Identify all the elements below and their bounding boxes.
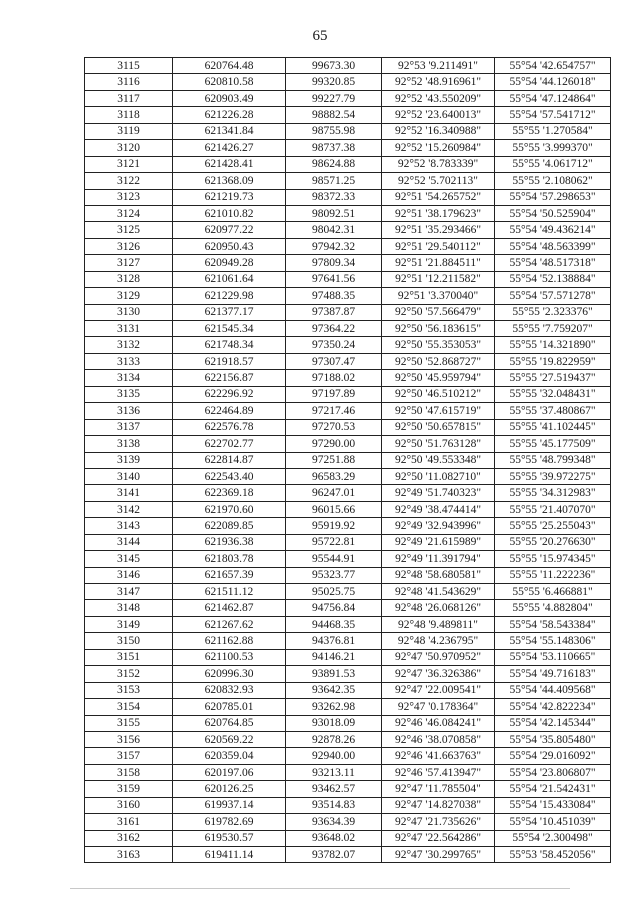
table-row bbox=[85, 715, 611, 731]
table-row bbox=[85, 304, 611, 320]
bottom-rule bbox=[70, 888, 570, 889]
x-coordinate-cell: 619782.69 bbox=[173, 814, 286, 830]
y-coordinate-cell: 97217.46 bbox=[286, 403, 382, 419]
longitude-cell: 92°51 '54.265752" bbox=[382, 189, 495, 205]
point-number-cell: 3132 bbox=[85, 337, 173, 353]
longitude-cell: 92°50 '52.868727" bbox=[382, 353, 495, 369]
latitude-cell: 55°55 '4.882804" bbox=[495, 600, 611, 616]
latitude-cell: 55°55 '19.822959" bbox=[495, 353, 611, 369]
y-coordinate-cell: 97641.56 bbox=[286, 271, 382, 287]
point-number-cell: 3144 bbox=[85, 534, 173, 550]
table-row bbox=[85, 649, 611, 665]
longitude-cell: 92°49 '32.943996" bbox=[382, 518, 495, 534]
x-coordinate-cell: 622702.77 bbox=[173, 436, 286, 452]
table-row bbox=[85, 452, 611, 468]
longitude-cell: 92°52 '43.550209" bbox=[382, 90, 495, 106]
latitude-cell: 55°55 '34.312983" bbox=[495, 485, 611, 501]
longitude-cell: 92°50 '56.183615" bbox=[382, 321, 495, 337]
point-number-cell: 3123 bbox=[85, 189, 173, 205]
y-coordinate-cell: 94756.84 bbox=[286, 600, 382, 616]
x-coordinate-cell: 620359.04 bbox=[173, 748, 286, 764]
table-row bbox=[85, 58, 611, 74]
x-coordinate-cell: 621748.34 bbox=[173, 337, 286, 353]
x-coordinate-cell: 621462.87 bbox=[173, 600, 286, 616]
table-row bbox=[85, 666, 611, 682]
x-coordinate-cell: 621100.53 bbox=[173, 649, 286, 665]
x-coordinate-cell: 620832.93 bbox=[173, 682, 286, 698]
y-coordinate-cell: 97488.35 bbox=[286, 288, 382, 304]
x-coordinate-cell: 619411.14 bbox=[173, 847, 286, 863]
longitude-cell: 92°47 '21.735626" bbox=[382, 814, 495, 830]
x-coordinate-cell: 619530.57 bbox=[173, 830, 286, 846]
y-coordinate-cell: 94146.21 bbox=[286, 649, 382, 665]
latitude-cell: 55°54 '58.543384" bbox=[495, 616, 611, 632]
latitude-cell: 55°54 '42.654757" bbox=[495, 58, 611, 74]
x-coordinate-cell: 621918.57 bbox=[173, 353, 286, 369]
table-row bbox=[85, 370, 611, 386]
x-coordinate-cell: 622296.92 bbox=[173, 386, 286, 402]
latitude-cell: 55°55 '45.177509" bbox=[495, 436, 611, 452]
longitude-cell: 92°50 '50.657815" bbox=[382, 419, 495, 435]
point-number-cell: 3120 bbox=[85, 140, 173, 156]
x-coordinate-cell: 622576.78 bbox=[173, 419, 286, 435]
latitude-cell: 55°55 '20.276630" bbox=[495, 534, 611, 550]
table-row bbox=[85, 419, 611, 435]
x-coordinate-cell: 621970.60 bbox=[173, 501, 286, 517]
point-number-cell: 3140 bbox=[85, 468, 173, 484]
latitude-cell: 55°54 '48.563399" bbox=[495, 238, 611, 254]
x-coordinate-cell: 622543.40 bbox=[173, 468, 286, 484]
point-number-cell: 3154 bbox=[85, 699, 173, 715]
y-coordinate-cell: 98737.38 bbox=[286, 140, 382, 156]
x-coordinate-cell: 620996.30 bbox=[173, 666, 286, 682]
page-number: 65 bbox=[312, 28, 328, 44]
latitude-cell: 55°54 '49.716183" bbox=[495, 666, 611, 682]
point-number-cell: 3121 bbox=[85, 156, 173, 172]
longitude-cell: 92°47 '50.970952" bbox=[382, 649, 495, 665]
table-row bbox=[85, 781, 611, 797]
x-coordinate-cell: 621657.39 bbox=[173, 567, 286, 583]
table-row bbox=[85, 255, 611, 271]
table-row bbox=[85, 90, 611, 106]
point-number-cell: 3128 bbox=[85, 271, 173, 287]
longitude-cell: 92°52 '48.916961" bbox=[382, 74, 495, 90]
y-coordinate-cell: 95722.81 bbox=[286, 534, 382, 550]
y-coordinate-cell: 93262.98 bbox=[286, 699, 382, 715]
point-number-cell: 3131 bbox=[85, 321, 173, 337]
point-number-cell: 3116 bbox=[85, 74, 173, 90]
longitude-cell: 92°46 '46.084241" bbox=[382, 715, 495, 731]
table-row bbox=[85, 107, 611, 123]
latitude-cell: 55°54 '42.145344" bbox=[495, 715, 611, 731]
y-coordinate-cell: 97197.89 bbox=[286, 386, 382, 402]
y-coordinate-cell: 97387.87 bbox=[286, 304, 382, 320]
point-number-cell: 3156 bbox=[85, 731, 173, 747]
longitude-cell: 92°50 '47.615719" bbox=[382, 403, 495, 419]
table-row bbox=[85, 501, 611, 517]
y-coordinate-cell: 93018.09 bbox=[286, 715, 382, 731]
latitude-cell: 55°55 '7.759207" bbox=[495, 321, 611, 337]
longitude-cell: 92°46 '57.413947" bbox=[382, 764, 495, 780]
point-number-cell: 3159 bbox=[85, 781, 173, 797]
table-row bbox=[85, 584, 611, 600]
latitude-cell: 55°54 '49.436214" bbox=[495, 222, 611, 238]
latitude-cell: 55°55 '27.519437" bbox=[495, 370, 611, 386]
x-coordinate-cell: 621511.12 bbox=[173, 584, 286, 600]
point-number-cell: 3139 bbox=[85, 452, 173, 468]
latitude-cell: 55°55 '48.799348" bbox=[495, 452, 611, 468]
latitude-cell: 55°55 '21.407070" bbox=[495, 501, 611, 517]
latitude-cell: 55°55 '25.255043" bbox=[495, 518, 611, 534]
table-row bbox=[85, 748, 611, 764]
longitude-cell: 92°50 '49.553348" bbox=[382, 452, 495, 468]
y-coordinate-cell: 93891.53 bbox=[286, 666, 382, 682]
point-number-cell: 3136 bbox=[85, 403, 173, 419]
latitude-cell: 55°54 '10.451039" bbox=[495, 814, 611, 830]
y-coordinate-cell: 97270.53 bbox=[286, 419, 382, 435]
x-coordinate-cell: 621545.34 bbox=[173, 321, 286, 337]
point-number-cell: 3161 bbox=[85, 814, 173, 830]
point-number-cell: 3152 bbox=[85, 666, 173, 682]
y-coordinate-cell: 98372.33 bbox=[286, 189, 382, 205]
x-coordinate-cell: 620126.25 bbox=[173, 781, 286, 797]
point-number-cell: 3122 bbox=[85, 173, 173, 189]
table-row bbox=[85, 633, 611, 649]
latitude-cell: 55°54 '52.138884" bbox=[495, 271, 611, 287]
latitude-cell: 55°54 '2.300498" bbox=[495, 830, 611, 846]
y-coordinate-cell: 93514.83 bbox=[286, 797, 382, 813]
y-coordinate-cell: 97942.32 bbox=[286, 238, 382, 254]
table-row bbox=[85, 353, 611, 369]
latitude-cell: 55°54 '48.517318" bbox=[495, 255, 611, 271]
latitude-cell: 55°55 '6.466881" bbox=[495, 584, 611, 600]
longitude-cell: 92°49 '38.474414" bbox=[382, 501, 495, 517]
table-row bbox=[85, 205, 611, 221]
x-coordinate-cell: 620949.28 bbox=[173, 255, 286, 271]
latitude-cell: 55°54 '57.541712" bbox=[495, 107, 611, 123]
table-row bbox=[85, 386, 611, 402]
table-row bbox=[85, 123, 611, 139]
table-row bbox=[85, 140, 611, 156]
latitude-cell: 55°55 '15.974345" bbox=[495, 551, 611, 567]
table-row bbox=[85, 156, 611, 172]
latitude-cell: 55°54 '42.822234" bbox=[495, 699, 611, 715]
x-coordinate-cell: 621226.28 bbox=[173, 107, 286, 123]
latitude-cell: 55°55 '39.972275" bbox=[495, 468, 611, 484]
point-number-cell: 3127 bbox=[85, 255, 173, 271]
point-number-cell: 3130 bbox=[85, 304, 173, 320]
x-coordinate-cell: 620903.49 bbox=[173, 90, 286, 106]
latitude-cell: 55°55 '2.108062" bbox=[495, 173, 611, 189]
longitude-cell: 92°47 '22.009541" bbox=[382, 682, 495, 698]
longitude-cell: 92°46 '38.070858" bbox=[382, 731, 495, 747]
table-row bbox=[85, 847, 611, 863]
y-coordinate-cell: 95544.91 bbox=[286, 551, 382, 567]
x-coordinate-cell: 620950.43 bbox=[173, 238, 286, 254]
y-coordinate-cell: 96247.01 bbox=[286, 485, 382, 501]
point-number-cell: 3153 bbox=[85, 682, 173, 698]
y-coordinate-cell: 93782.07 bbox=[286, 847, 382, 863]
x-coordinate-cell: 621803.78 bbox=[173, 551, 286, 567]
longitude-cell: 92°49 '51.740323" bbox=[382, 485, 495, 501]
point-number-cell: 3134 bbox=[85, 370, 173, 386]
point-number-cell: 3141 bbox=[85, 485, 173, 501]
longitude-cell: 92°48 '58.680581" bbox=[382, 567, 495, 583]
point-number-cell: 3148 bbox=[85, 600, 173, 616]
point-number-cell: 3129 bbox=[85, 288, 173, 304]
latitude-cell: 55°55 '41.102445" bbox=[495, 419, 611, 435]
point-number-cell: 3147 bbox=[85, 584, 173, 600]
x-coordinate-cell: 621010.82 bbox=[173, 205, 286, 221]
x-coordinate-cell: 620810.58 bbox=[173, 74, 286, 90]
table-row bbox=[85, 830, 611, 846]
longitude-cell: 92°52 '8.783339" bbox=[382, 156, 495, 172]
y-coordinate-cell: 93634.39 bbox=[286, 814, 382, 830]
longitude-cell: 92°50 '45.959794" bbox=[382, 370, 495, 386]
y-coordinate-cell: 95919.92 bbox=[286, 518, 382, 534]
latitude-cell: 55°54 '44.409568" bbox=[495, 682, 611, 698]
point-number-cell: 3150 bbox=[85, 633, 173, 649]
latitude-cell: 55°55 '2.323376" bbox=[495, 304, 611, 320]
table-row bbox=[85, 436, 611, 452]
latitude-cell: 55°54 '57.571278" bbox=[495, 288, 611, 304]
table-row bbox=[85, 173, 611, 189]
point-number-cell: 3145 bbox=[85, 551, 173, 567]
longitude-cell: 92°47 '11.785504" bbox=[382, 781, 495, 797]
point-number-cell: 3115 bbox=[85, 58, 173, 74]
table-row bbox=[85, 551, 611, 567]
y-coordinate-cell: 97290.00 bbox=[286, 436, 382, 452]
y-coordinate-cell: 98882.54 bbox=[286, 107, 382, 123]
y-coordinate-cell: 93462.57 bbox=[286, 781, 382, 797]
longitude-cell: 92°52 '15.260984" bbox=[382, 140, 495, 156]
x-coordinate-cell: 621426.27 bbox=[173, 140, 286, 156]
longitude-cell: 92°48 '9.489811" bbox=[382, 616, 495, 632]
latitude-cell: 55°53 '58.452056" bbox=[495, 847, 611, 863]
x-coordinate-cell: 622464.89 bbox=[173, 403, 286, 419]
y-coordinate-cell: 98624.88 bbox=[286, 156, 382, 172]
longitude-cell: 92°47 '36.326386" bbox=[382, 666, 495, 682]
table-row bbox=[85, 403, 611, 419]
table-row bbox=[85, 337, 611, 353]
y-coordinate-cell: 95323.77 bbox=[286, 567, 382, 583]
longitude-cell: 92°50 '55.353053" bbox=[382, 337, 495, 353]
table-row bbox=[85, 189, 611, 205]
point-number-cell: 3160 bbox=[85, 797, 173, 813]
longitude-cell: 92°51 '12.211582" bbox=[382, 271, 495, 287]
y-coordinate-cell: 97188.02 bbox=[286, 370, 382, 386]
point-number-cell: 3117 bbox=[85, 90, 173, 106]
x-coordinate-cell: 622089.85 bbox=[173, 518, 286, 534]
table-row bbox=[85, 616, 611, 632]
y-coordinate-cell: 94468.35 bbox=[286, 616, 382, 632]
point-number-cell: 3119 bbox=[85, 123, 173, 139]
latitude-cell: 55°55 '37.480867" bbox=[495, 403, 611, 419]
y-coordinate-cell: 99673.30 bbox=[286, 58, 382, 74]
longitude-cell: 92°51 '35.293466" bbox=[382, 222, 495, 238]
x-coordinate-cell: 621368.09 bbox=[173, 173, 286, 189]
table-row bbox=[85, 222, 611, 238]
y-coordinate-cell: 92878.26 bbox=[286, 731, 382, 747]
x-coordinate-cell: 620197.06 bbox=[173, 764, 286, 780]
y-coordinate-cell: 96583.29 bbox=[286, 468, 382, 484]
latitude-cell: 55°55 '1.270584" bbox=[495, 123, 611, 139]
x-coordinate-cell: 622156.87 bbox=[173, 370, 286, 386]
x-coordinate-cell: 621341.84 bbox=[173, 123, 286, 139]
latitude-cell: 55°55 '4.061712" bbox=[495, 156, 611, 172]
point-number-cell: 3138 bbox=[85, 436, 173, 452]
latitude-cell: 55°54 '55.148306" bbox=[495, 633, 611, 649]
x-coordinate-cell: 621061.64 bbox=[173, 271, 286, 287]
longitude-cell: 92°47 '22.564286" bbox=[382, 830, 495, 846]
x-coordinate-cell: 621219.73 bbox=[173, 189, 286, 205]
point-number-cell: 3157 bbox=[85, 748, 173, 764]
latitude-cell: 55°54 '29.016092" bbox=[495, 748, 611, 764]
y-coordinate-cell: 98755.98 bbox=[286, 123, 382, 139]
longitude-cell: 92°50 '46.510212" bbox=[382, 386, 495, 402]
table-row bbox=[85, 271, 611, 287]
point-number-cell: 3118 bbox=[85, 107, 173, 123]
longitude-cell: 92°52 '16.340988" bbox=[382, 123, 495, 139]
longitude-cell: 92°47 '0.178364" bbox=[382, 699, 495, 715]
coordinates-table bbox=[84, 57, 611, 863]
longitude-cell: 92°46 '41.663763" bbox=[382, 748, 495, 764]
y-coordinate-cell: 97307.47 bbox=[286, 353, 382, 369]
table-row bbox=[85, 764, 611, 780]
table-row bbox=[85, 468, 611, 484]
latitude-cell: 55°54 '47.124864" bbox=[495, 90, 611, 106]
table-row bbox=[85, 682, 611, 698]
point-number-cell: 3142 bbox=[85, 501, 173, 517]
point-number-cell: 3158 bbox=[85, 764, 173, 780]
point-number-cell: 3162 bbox=[85, 830, 173, 846]
y-coordinate-cell: 93213.11 bbox=[286, 764, 382, 780]
table-row bbox=[85, 600, 611, 616]
longitude-cell: 92°53 '9.211491" bbox=[382, 58, 495, 74]
y-coordinate-cell: 97809.34 bbox=[286, 255, 382, 271]
point-number-cell: 3126 bbox=[85, 238, 173, 254]
table-row bbox=[85, 814, 611, 830]
x-coordinate-cell: 622814.87 bbox=[173, 452, 286, 468]
longitude-cell: 92°50 '11.082710" bbox=[382, 468, 495, 484]
latitude-cell: 55°55 '11.222236" bbox=[495, 567, 611, 583]
point-number-cell: 3163 bbox=[85, 847, 173, 863]
point-number-cell: 3149 bbox=[85, 616, 173, 632]
x-coordinate-cell: 621229.98 bbox=[173, 288, 286, 304]
longitude-cell: 92°49 '21.615989" bbox=[382, 534, 495, 550]
longitude-cell: 92°50 '51.763128" bbox=[382, 436, 495, 452]
table-row bbox=[85, 567, 611, 583]
longitude-cell: 92°50 '57.566479" bbox=[382, 304, 495, 320]
y-coordinate-cell: 94376.81 bbox=[286, 633, 382, 649]
longitude-cell: 92°51 '38.179623" bbox=[382, 205, 495, 221]
x-coordinate-cell: 621267.62 bbox=[173, 616, 286, 632]
y-coordinate-cell: 98571.25 bbox=[286, 173, 382, 189]
y-coordinate-cell: 97251.88 bbox=[286, 452, 382, 468]
longitude-cell: 92°49 '11.391794" bbox=[382, 551, 495, 567]
longitude-cell: 92°51 '3.370040" bbox=[382, 288, 495, 304]
point-number-cell: 3155 bbox=[85, 715, 173, 731]
table-row bbox=[85, 485, 611, 501]
x-coordinate-cell: 621936.38 bbox=[173, 534, 286, 550]
longitude-cell: 92°48 '4.236795" bbox=[382, 633, 495, 649]
y-coordinate-cell: 96015.66 bbox=[286, 501, 382, 517]
latitude-cell: 55°55 '32.048431" bbox=[495, 386, 611, 402]
table-row bbox=[85, 74, 611, 90]
x-coordinate-cell: 620764.85 bbox=[173, 715, 286, 731]
point-number-cell: 3137 bbox=[85, 419, 173, 435]
y-coordinate-cell: 93648.02 bbox=[286, 830, 382, 846]
y-coordinate-cell: 99320.85 bbox=[286, 74, 382, 90]
latitude-cell: 55°55 '3.999370" bbox=[495, 140, 611, 156]
y-coordinate-cell: 97350.24 bbox=[286, 337, 382, 353]
x-coordinate-cell: 621428.41 bbox=[173, 156, 286, 172]
latitude-cell: 55°55 '14.321890" bbox=[495, 337, 611, 353]
y-coordinate-cell: 99227.79 bbox=[286, 90, 382, 106]
longitude-cell: 92°51 '29.540112" bbox=[382, 238, 495, 254]
x-coordinate-cell: 622369.18 bbox=[173, 485, 286, 501]
table-row bbox=[85, 518, 611, 534]
longitude-cell: 92°51 '21.884511" bbox=[382, 255, 495, 271]
x-coordinate-cell: 621377.17 bbox=[173, 304, 286, 320]
x-coordinate-cell: 619937.14 bbox=[173, 797, 286, 813]
x-coordinate-cell: 620785.01 bbox=[173, 699, 286, 715]
point-number-cell: 3151 bbox=[85, 649, 173, 665]
table-row bbox=[85, 238, 611, 254]
x-coordinate-cell: 620569.22 bbox=[173, 731, 286, 747]
point-number-cell: 3143 bbox=[85, 518, 173, 534]
longitude-cell: 92°52 '23.640013" bbox=[382, 107, 495, 123]
table-row bbox=[85, 288, 611, 304]
longitude-cell: 92°47 '30.299765" bbox=[382, 847, 495, 863]
point-number-cell: 3146 bbox=[85, 567, 173, 583]
x-coordinate-cell: 620977.22 bbox=[173, 222, 286, 238]
latitude-cell: 55°54 '35.805480" bbox=[495, 731, 611, 747]
y-coordinate-cell: 97364.22 bbox=[286, 321, 382, 337]
latitude-cell: 55°54 '57.298653" bbox=[495, 189, 611, 205]
y-coordinate-cell: 95025.75 bbox=[286, 584, 382, 600]
longitude-cell: 92°47 '14.827038" bbox=[382, 797, 495, 813]
latitude-cell: 55°54 '50.525904" bbox=[495, 205, 611, 221]
longitude-cell: 92°48 '41.543629" bbox=[382, 584, 495, 600]
latitude-cell: 55°54 '15.433084" bbox=[495, 797, 611, 813]
longitude-cell: 92°52 '5.702113" bbox=[382, 173, 495, 189]
table-row bbox=[85, 321, 611, 337]
table-row bbox=[85, 699, 611, 715]
table-row bbox=[85, 534, 611, 550]
point-number-cell: 3133 bbox=[85, 353, 173, 369]
x-coordinate-cell: 621162.88 bbox=[173, 633, 286, 649]
y-coordinate-cell: 98092.51 bbox=[286, 205, 382, 221]
longitude-cell: 92°48 '26.068126" bbox=[382, 600, 495, 616]
y-coordinate-cell: 92940.00 bbox=[286, 748, 382, 764]
point-number-cell: 3135 bbox=[85, 386, 173, 402]
table-row bbox=[85, 731, 611, 747]
point-number-cell: 3125 bbox=[85, 222, 173, 238]
coordinates-table-body bbox=[85, 58, 611, 863]
latitude-cell: 55°54 '53.110665" bbox=[495, 649, 611, 665]
point-number-cell: 3124 bbox=[85, 205, 173, 221]
latitude-cell: 55°54 '21.542431" bbox=[495, 781, 611, 797]
y-coordinate-cell: 93642.35 bbox=[286, 682, 382, 698]
y-coordinate-cell: 98042.31 bbox=[286, 222, 382, 238]
table-row bbox=[85, 797, 611, 813]
latitude-cell: 55°54 '44.126018" bbox=[495, 74, 611, 90]
x-coordinate-cell: 620764.48 bbox=[173, 58, 286, 74]
latitude-cell: 55°54 '23.806807" bbox=[495, 764, 611, 780]
